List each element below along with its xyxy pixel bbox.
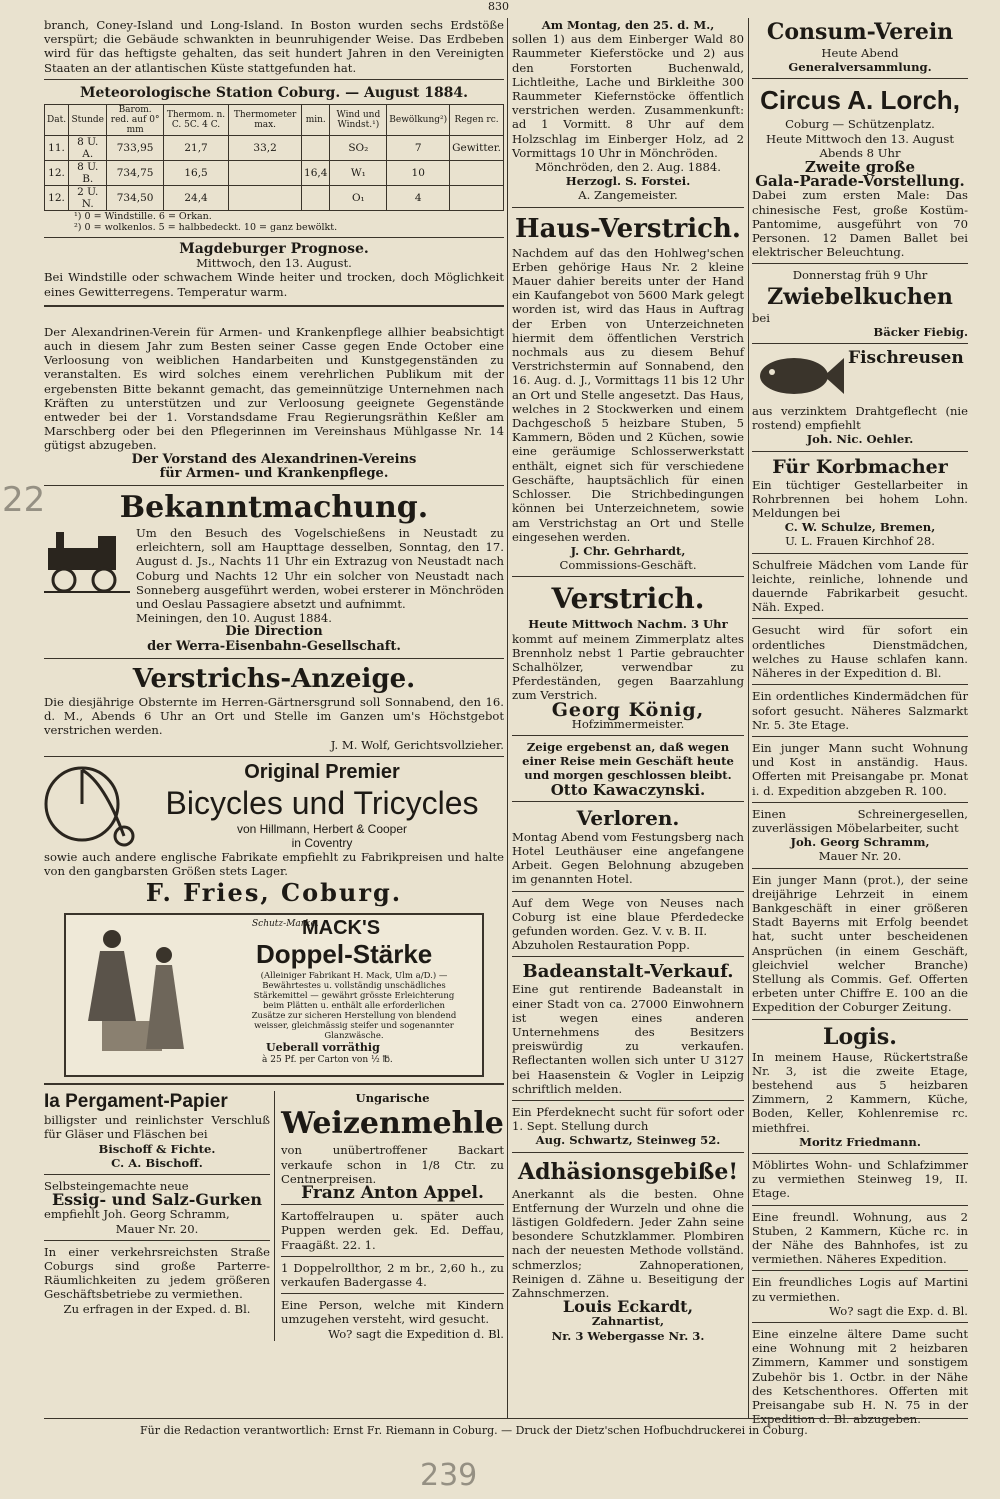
verloren-text: Montag Abend vom Festungsberg nach Hotel Leuthäuser eine angefangene Arbeit. Gegen Belohnung abzugeben im genannten Hotel.: [512, 829, 744, 887]
table-header: min.: [302, 105, 330, 136]
fischreusen-text: aus verzinktem Drahtgeflecht (nie rostend) empfiehlt: [752, 404, 968, 433]
verloren-title: Verloren.: [576, 805, 680, 830]
page-number: 830: [488, 0, 509, 13]
pferdeknecht-sign: Aug. Schwartz, Steinweg 52.: [535, 1133, 721, 1148]
rollthor-text: 1 Doppelrollthor, 2 m br., 2,60 h., zu verkaufen Badergasse 4.: [281, 1260, 504, 1289]
adhaesion-title: Adhäsionsgebiße!: [518, 1158, 738, 1185]
mack-title: MACK'S: [302, 917, 381, 940]
gurken-pre: Selbsteingemachte neue: [44, 1178, 189, 1193]
haus-verstrich-text: Nachdem auf das den Hohlweg'schen Erben gehörige Haus Nr. 2 kleine Mauer dahier bereits unter der Hand ein Kaufangebot von 5600 Mark gelegt worden ist, wird das Haus in Auftrag der Erben von Unterzeichneten hiermit dem öffentlichen Verstrich nochmals aus zu diesem Behuf Verstrichstermin auf Sonnabend, den 16. Aug. d. J., Vormittags 11 bis 12 Uhr an Ort und Stelle angesetzt. Das Haus, welches in 2 Stockwerken und einem Dachgeschoß 5 heizbare Stuben, 5 Kammern, Böden und 2 Küchen, sowie eine geräumige Schlosserwerkstatt enthält, eignet sich für verschiedene Geschäfte, hauptsächlich für einen Schlosser. Die Strichbedingungen können bei Unterzeichnetem, sowie am Verstrichstag an Ort und Stelle eingesehen werden.: [512, 245, 744, 544]
woman-illustration-icon: [72, 921, 192, 1069]
circus-line: Heute Mittwoch den 13. August: [766, 131, 954, 146]
table-cell: 734,50: [107, 186, 163, 211]
table-header: Regen rc.: [450, 105, 504, 136]
table-header: Thermometer max.: [229, 105, 302, 136]
logis-title: Logis.: [823, 1023, 897, 1050]
table-cell: 21,7: [163, 136, 228, 161]
table-cell: W₁: [330, 161, 387, 186]
table-cell: [302, 186, 330, 211]
locomotive-icon: [44, 526, 130, 596]
gurken-address: Mauer Nr. 20.: [115, 1221, 199, 1236]
mack-subtitle: Doppel-Stärke: [256, 939, 433, 970]
korbmacher-sign: C. W. Schulze, Bremen,: [784, 520, 936, 535]
table-cell: Gewitter.: [450, 136, 504, 161]
mack-text: (Alleiniger Fabrikant H. Mack, Ulm a/D.) — Bewährtestes u. vollständig unschädliches Stärkemittel — gewährt grösste Erleichterung beim Plätten u. enthält alle erforderlichen Zusätze zur sicheren Herstellung von blendend weisser, gleichmässig steifer und sogenannter Glanzwäsche.: [251, 971, 457, 1042]
consum-title: Consum-Verein: [766, 19, 954, 45]
weather-table: [44, 104, 504, 211]
verstrich-anzeige-sign: J. M. Wolf, Gerichtsvollzieher.: [330, 737, 504, 752]
mack-schutzmarke: Schutz-Marke.: [252, 919, 319, 930]
table-row: [45, 186, 504, 211]
schreiner-address: Mauer Nr. 20.: [818, 849, 902, 864]
zwiebel-pre: Donnerstag früh 9 Uhr: [792, 268, 928, 283]
kindermaedchen-text: Ein ordentliches Kindermädchen für sofort gesucht. Näheres Salzmarkt Nr. 5. 3te Etage.: [752, 689, 968, 732]
haus-verstrich-title: Haus-Verstrich.: [515, 213, 741, 244]
table-cell: 16,5: [163, 161, 228, 186]
table-cell: 33,2: [229, 136, 302, 161]
fish-icon: [752, 348, 844, 404]
table-cell: SO₂: [330, 136, 387, 161]
table-cell: 10: [387, 161, 450, 186]
pferdeknecht-text: Ein Pferdeknecht sucht für sofort oder 1. Sept. Stellung durch: [512, 1105, 744, 1134]
circus-title: Circus A. Lorch,: [760, 85, 960, 116]
met-title: Meteorologische Station Coburg. — August 1884.: [79, 84, 469, 101]
bicycle-line4: in Coventry: [291, 835, 353, 850]
logis-text: In meinem Hause, Rückertstraße Nr. 3, ist die zweite Etage, bestehend aus 5 heizbaren Zimmern, 2 Kammern, Küche, Boden, Keller, Kohlenremise rc. miethfrei.: [752, 1049, 968, 1135]
consum-line: Heute Abend: [821, 46, 899, 60]
circus-line: Zweite große: [804, 158, 916, 177]
handwriting-mark: 239: [420, 1458, 478, 1493]
bekanntmachung-sign: Die Direction: [225, 624, 323, 640]
table-row: [45, 161, 504, 186]
pergament-title: Ia Pergament-Papier: [44, 1091, 228, 1113]
verstrich-head: Heute Mittwoch Nachm. 3 Uhr: [528, 617, 728, 632]
table-footnote: ²) 0 = wolkenlos. 5 = halbbedeckt. 10 = ganz bewölkt.: [74, 222, 338, 234]
haus-verstrich-sign: Commissions-Geschäft.: [559, 558, 697, 573]
verstrich-title: Verstrich.: [551, 582, 705, 616]
mack-price: à 25 Pf. per Carton von ½ ℔.: [262, 1055, 393, 1066]
table-cell: 8 U. B.: [69, 161, 107, 186]
column-left: [44, 18, 504, 1418]
table-header: Thermom. n. C. 5C. 4 C.: [163, 105, 228, 136]
table-header: Barom. red. auf 0° mm: [107, 105, 163, 136]
pferdedecke-text: Auf dem Wege von Neuses nach Coburg ist eine blaue Pferdedecke gefunden worden. Gez. V. v. B. II.: [512, 895, 744, 938]
raupen-text: Kartoffelraupen u. später auch Puppen werden gek. Ed. Deffau, Fraagäßt. 22. 1.: [281, 1209, 504, 1252]
dienstmaedchen-text: Gesucht wird für sofort ein ordentliches Dienstmädchen, welches zu Hause schlafen kann. Näheres in der Expedition d. Bl.: [752, 623, 968, 681]
weizen-firm: Franz Anton Appel.: [301, 1182, 484, 1203]
logis2-wo: Wo? sagt die Exp. d. Bl.: [829, 1303, 968, 1318]
prognosis-title: Magdeburger Prognose.: [179, 241, 369, 258]
table-cell: 7: [387, 136, 450, 161]
forst-sign: A. Zangemeister.: [578, 188, 678, 203]
fischreusen-sign: Joh. Nic. Oehler.: [806, 432, 914, 447]
fischreusen-title: Fischreusen: [848, 348, 964, 369]
badeanstalt-title: Badeanstalt-Verkauf.: [522, 961, 734, 983]
prognosis-date: Mittwoch, den 13. August.: [196, 256, 352, 271]
table-cell: 8 U. A.: [69, 136, 107, 161]
table-cell: O₁: [330, 186, 387, 211]
pferdedecke-abholen: Abzuholen Restauration Popp.: [512, 938, 690, 953]
raeume-erfragen: Zu erfragen in der Exped. d. Bl.: [63, 1301, 251, 1316]
adhaesion-text: Anerkannt als die besten. Ohne Entfernung der Wurzeln und ohne die lästigen Goldfedern. Jeder Zahn seine besondere Schutzklammer. Plombiren nach der neuesten Methode vollständ. schmerzlos; Zahnoperationen, Reinigen d. Zähne u. Beseitigung der Zahnschmerzen.: [512, 1186, 744, 1301]
logis2-text: Ein freundliches Logis auf Martini zu vermiethen.: [752, 1275, 968, 1304]
consum-line: Generalversammlung.: [788, 60, 932, 75]
gurken-title: Essig- und Salz-Gurken: [51, 1190, 263, 1210]
table-cell: [450, 161, 504, 186]
schreiner-text: Einen Schreinergesellen, zuverlässigen Möbelarbeiter, sucht: [752, 806, 968, 835]
table-footnote: ¹) 0 = Windstille. 6 = Orkan.: [74, 211, 212, 223]
korbmacher-title: Für Korbmacher: [772, 455, 948, 478]
table-cell: 24,4: [163, 186, 228, 211]
table-header: Bewölkung²): [387, 105, 450, 136]
reise-text: Zeige ergebenst an, daß wegen einer Reise mein Geschäft heute und morgen geschlossen bleibt.: [522, 739, 734, 783]
adhaesion-address: Nr. 3 Webergasse Nr. 3.: [551, 1328, 705, 1343]
table-cell: 734,75: [107, 161, 163, 186]
maedchen-text: Schulfreie Mädchen vom Lande für leichte, reinliche, lohnende und dauernde Fabrikarbeit gesucht. Näh. Exped.: [752, 557, 968, 615]
bicycle-firm: F. Fries, Coburg.: [145, 878, 403, 908]
table-header: Dat.: [45, 105, 69, 136]
bekanntmachung-text: Um den Besuch des Vogelschießens in Neustadt zu erleichtern, soll am Haupttage desselben, Sonntag, den 17. August d. Js., Nachts 11 Uhr ein Extrazug von Neustadt nach Coburg und Nachts 12 Uhr ein solcher von Neustadt nach Sonneberg ausgeführt werden, wobei ersterer in Mönchröden und Oeslau Passagiere absetzt und aufnimmt.: [136, 526, 504, 612]
table-header: Stunde: [69, 105, 107, 136]
verstrich-sign: Georg König,: [551, 698, 705, 721]
weizen-title: Weizenmehle: [281, 1106, 504, 1142]
circus-text: Dabei zum ersten Male: Das chinesische Fest, große Kostüm-Pantomime, ausgeführt von 70 Personen. 12 Damen Ballet bei elektrischer Beleuchtung.: [752, 188, 968, 260]
circus-line: Abends 8 Uhr: [819, 145, 901, 160]
dame-text: Eine einzelne ältere Dame sucht eine Wohnung mit 2 heizbaren Zimmern, Kammer und sonstigem Zubehör bis 1. Octbr. in der Nähe des Ketschenthores. Offerten mit Preisangabe sub H. N. 75 in der Expedition d. Bl. abzugeben.: [752, 1327, 968, 1427]
zwiebel-sign: Bäcker Fiebig.: [873, 324, 968, 339]
table-row: [45, 136, 504, 161]
alexandrinen-sign: für Armen- und Krankenpflege.: [159, 465, 389, 481]
macks-starch-ad: [64, 913, 484, 1077]
logis-sign: Moritz Friedmann.: [799, 1134, 921, 1149]
zwiebel-bei: bei: [752, 310, 770, 325]
table-header: Wind und Windst.¹): [330, 105, 387, 136]
raeume-text: In einer verkehrsreichsten Straße Coburgs sind große Parterre-Räumlichkeiten zu jedem größeren Geschäftsbetriebe zu vermiethen.: [44, 1244, 270, 1302]
earthquake-text: branch, Coney-Island und Long-Island. In Boston wurden sechs Erdstöße verspürt; die Gebäude schwankten in beunruhigender Weise. Das Erdbeben wird für das heftigste gehalten, das seit hundert Jahren in den Vereinigten Staaten an der atlantischen Küste stattgefunden hat.: [44, 18, 504, 75]
circus-line: Coburg — Schützenplatz.: [785, 117, 935, 132]
verstrich-text: kommt auf meinem Zimmerplatz altes Brennholz nebst 1 Partie gebrauchter Schalhölzer, verwendbar zu Pferdeständen, gegen Baarzahlung zum Verstrich.: [512, 631, 744, 703]
mack-vorraethig: Ueberall vorräthig: [266, 1041, 380, 1055]
bekanntmachung-date: Meiningen, den 10. August 1884.: [136, 611, 332, 626]
pergament-firm: C. A. Bischoff.: [111, 1155, 203, 1170]
table-cell: 16,4: [302, 161, 330, 186]
footer-rule: [44, 1418, 968, 1419]
person-wo: Wo? sagt die Expedition d. Bl.: [328, 1326, 504, 1341]
table-cell: [302, 136, 330, 161]
handwriting-mark: 22: [2, 480, 46, 520]
weizen-pre: Ungarische: [355, 1091, 430, 1106]
korbmacher-address: U. L. Frauen Kirchhof 28.: [785, 534, 935, 549]
table-cell: 2 U. N.: [69, 186, 107, 211]
weizen-text: von unübertroffener Backart verkaufe schon in 1/8 Ctr. zu Centnerpreisen.: [281, 1143, 504, 1186]
gurken-text: empfiehlt Joh. Georg Schramm,: [44, 1207, 230, 1222]
table-cell: 4: [387, 186, 450, 211]
table-cell: [229, 161, 302, 186]
reise-sign: Otto Kawaczynski.: [550, 780, 706, 799]
wohnung-text: Eine freundl. Wohnung, aus 2 Stuben, 2 Kammern, Küche rc. in der Nähe des Bahnhofes, ist zu vermiethen. Näheres Expedition.: [752, 1209, 968, 1267]
column-rule: [507, 18, 508, 1418]
person-text: Eine Person, welche mit Kindern umzugehen versteht, wird gesucht.: [281, 1298, 504, 1327]
forst-sign: Herzogl. S. Forstei.: [565, 174, 691, 189]
verstrich-anzeige-text: Die diesjährige Obsternte im Herren-Gärtnersgrund soll Sonnabend, den 16. d. M., Abends 6 Uhr an Ort und Stelle im Ganzen um's Höchstgebot verstrichen werden.: [44, 694, 504, 738]
bekanntmachung-title: Bekanntmachung.: [119, 490, 429, 526]
forst-text: sollen 1) aus dem Einberger Wald 80 Raummeter Kieferstöcke und 2) aus den Forstorten Buchenwald, Lichtleithe, Lache und Birkleithe 300 Raummeter Kiefernstöcke öffentlich verstrichen werden. Zusammenkunft: ad 1 Vormitt. 8 Uhr auf dem Holzschlag im Einberger Holz, ad 2 Vormittags 10 Uhr in Mönchröden.: [512, 32, 744, 160]
commis-text: Ein junger Mann (prot.), der seine dreijährige Lehrzeit in einem Bankgeschäft in einer größeren Stadt Bayerns mit Erfolg beendet hat, sucht unter bescheidenen Ansprüchen (in einem Geschäft, gleichviel welcher Branche) Stellung als Commis. Gef. Offerten erbeten unter Chiffre E. 100 an die Expedition der Coburger Zeitung.: [752, 872, 968, 1015]
badeanstalt-text: Eine gut rentirende Badeanstalt in einer Stadt von ca. 27000 Einwohnern ist wegen eines anderen Unternehmens des Besitzers preiswürdig zu verkaufen. Reflectanten wollen sich unter U 3127 bei Haasenstein & Vogler in Leipzig schriftlich melden.: [512, 982, 744, 1096]
pergament-firm: Bischoff & Fichte.: [98, 1141, 216, 1156]
column-right: [752, 18, 968, 1427]
junger-mann-text: Ein junger Mann sucht Wohnung und Kost in anständig. Haus. Offerten mit Preisangabe pr. Monat i. d. Expedition abzgeben R. 100.: [752, 740, 968, 798]
moebliert-text: Möblirtes Wohn- und Schlafzimmer zu vermiethen Steinweg 19, II. Etage.: [752, 1157, 968, 1201]
bicycle-text: sowie auch andere englische Fabrikate empfiehlt zu Fabrikpreisen und halte von den gangbarsten Größen stets Lager.: [44, 849, 504, 878]
table-cell: [229, 186, 302, 211]
forst-head: Am Montag, den 25. d. M.,: [541, 18, 715, 32]
alexandrinen-sign: Der Vorstand des Alexandrinen-Vereins: [131, 451, 417, 467]
column-middle: [512, 18, 744, 1418]
verstrich-sign: Hofzimmermeister.: [571, 716, 685, 731]
adhaesion-sign: Louis Eckardt,: [562, 1297, 694, 1317]
table-cell: 733,95: [107, 136, 163, 161]
bicycle-line1: Original Premier: [244, 760, 400, 783]
circus-line: Gala-Parade-Vorstellung.: [755, 172, 965, 191]
korbmacher-text: Ein tüchtiger Gestellarbeiter in Rohrbrennen bei hohem Lohn. Meldungen bei: [752, 477, 968, 521]
table-cell: 12.: [45, 186, 69, 211]
bicycle-line3: von Hillmann, Herbert & Cooper: [236, 821, 408, 836]
haus-verstrich-sign: J. Chr. Gehrhardt,: [570, 543, 686, 558]
adhaesion-sign: Zahnartist,: [591, 1314, 665, 1329]
zwiebel-title: Zwiebelkuchen: [767, 283, 953, 310]
prognosis-text: Bei Windstille oder schwachem Winde heiter und trocken, doch Möglichkeit eines Gewitterregens. Temperatur warm.: [44, 270, 504, 299]
column-rule: [748, 18, 749, 1418]
alexandrinen-text: Der Alexandrinen-Verein für Armen- und Krankenpflege allhier beabsichtigt auch in diesem Jahr zum Besten seiner Casse gegen Ende October eine Verloosung von weiblichen Handarbeiten und Kunstgegenständen zu veranstalten. Es wird solches einem verehrlichen Publikum mit der ergebensten Bitte bekannt gemacht, das gemeinnützige Unternehmen nach Kräften zu unterstützen und zur Verloosung geeignete Gegenstände entweder bei der 1. Vorstandsdame Frau Regierungsräthin Keßler am Marschberg oder bei den Pflegerinnen im Vereinshaus Mühlgasse Nr. 14 gütigst abzugeben.: [44, 324, 504, 453]
pergament-text: billigster und reinlichster Verschluß für Gläser und Fläschen bei: [44, 1113, 270, 1142]
bicycle-line2: Bicycles und Tricycles: [165, 784, 479, 821]
bicycle-icon: [44, 762, 134, 848]
table-cell: [450, 186, 504, 211]
forst-date: Mönchröden, den 2. Aug. 1884.: [535, 160, 721, 175]
schreiner-sign: Joh. Georg Schramm,: [790, 835, 930, 850]
bekanntmachung-sign: der Werra-Eisenbahn-Gesellschaft.: [147, 638, 401, 654]
table-cell: 11.: [45, 136, 69, 161]
table-cell: 12.: [45, 161, 69, 186]
verstrich-anzeige-title: Verstrichs-Anzeige.: [132, 663, 416, 694]
imprint-footer: Für die Redaction verantwortlich: Ernst Fr. Riemann in Coburg. — Druck der Dietz'schen Hofbuchdruckerei in Coburg.: [140, 1424, 808, 1437]
